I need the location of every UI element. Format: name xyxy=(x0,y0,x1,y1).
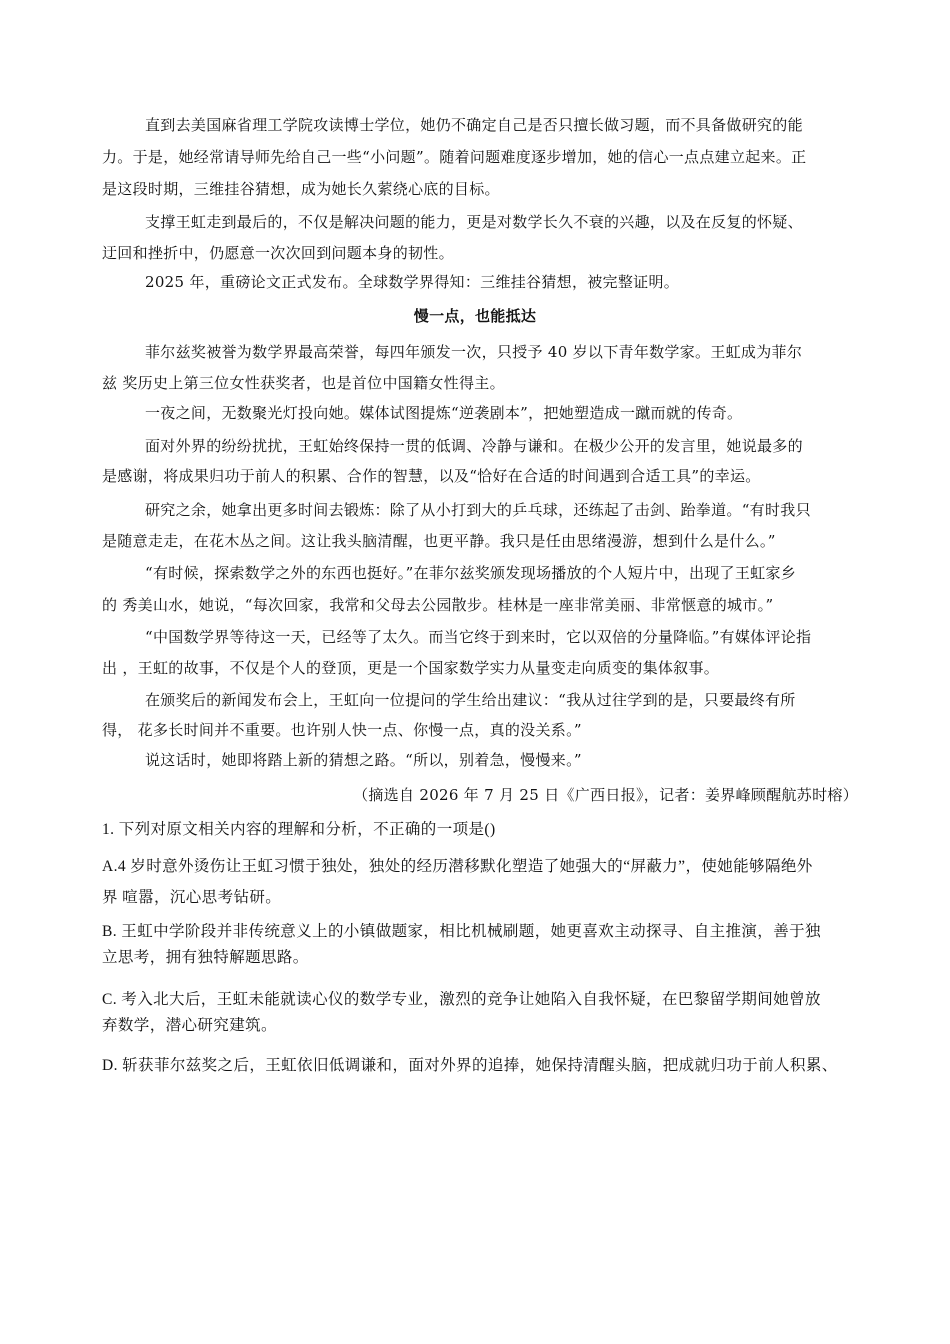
paragraph-line: 面对外界的纷纷扰扰，王虹始终保持一贯的低调、冷静与谦和。在极少公开的发言里，她说最多的 xyxy=(145,437,803,455)
paragraph-line: 在颁奖后的新闻发布会上，王虹向一位提问的学生给出建议：“我从过往学到的是，只要最终有所 xyxy=(145,691,796,709)
option-a-line: A.4 岁时意外烫伤让王虹习惯于独处，独处的经历潜移默化塑造了她强大的“屏蔽力”，使她能够隔绝外 xyxy=(102,858,813,875)
paragraph-line: “中国数学界等待这一天，已经等了太久。而当它终于到来时，它以双倍的分量降临。”有媒体评论指 xyxy=(145,628,812,646)
paragraph-line: 兹 奖历史上第三位女性获奖者，也是首位中国籍女性得主。 xyxy=(102,374,505,392)
question-stem: 1. 下列对原文相关内容的理解和分析，不正确的一项是() xyxy=(102,821,496,838)
option-a-line: 界 喧嚣，沉心思考钻研。 xyxy=(102,889,282,906)
paragraph-line: 是感谢，将成果归功于前人的积累、合作的智慧，以及“恰好在合适的时间遇到合适工具”的幸运。 xyxy=(102,467,761,485)
paragraph-line: 直到去美国麻省理工学院攻读博士学位，她仍不确定自己是否只擅长做习题，而不具备做研究的能 xyxy=(145,116,803,134)
option-b-line: B. 王虹中学阶段并非传统意义上的小镇做题家，相比机械刷题，她更喜欢主动探寻、自主推演，善于独 xyxy=(102,923,821,940)
paragraph-line: 说这话时，她即将踏上新的猜想之路。“所以，别着急，慢慢来。” xyxy=(145,751,582,769)
paragraph-line: 一夜之间，无数聚光灯投向她。媒体试图提炼“逆袭剧本”，把她塑造成一蹴而就的传奇。 xyxy=(145,404,743,422)
paragraph-line: 是这段时期，三维挂谷猜想，成为她长久萦绕心底的目标。 xyxy=(102,180,500,198)
paragraph-line: 2025 年，重磅论文正式发布。全球数学界得知：三维挂谷猜想，被完整证明。 xyxy=(145,273,680,291)
option-b-line: 立思考，拥有独特解题思路。 xyxy=(102,949,309,966)
paragraph-line: 出 ，王虹的故事，不仅是个人的登顶，更是一个国家数学实力从量变走向质变的集体叙事。 xyxy=(102,659,720,677)
option-c-line: C. 考入北大后，王虹未能就读心仪的数学专业，激烈的竞争让她陷入自我怀疑，在巴黎留学期间她曾放 xyxy=(102,991,821,1008)
paragraph-line: 是随意走走，在花木丛之间。这让我头脑清醒，也更平静。我只是任由思绪漫游，想到什么是什么。” xyxy=(102,532,776,550)
paragraph-line: “有时候，探索数学之外的东西也挺好。”在菲尔兹奖颁发现场播放的个人短片中，出现了王虹家乡 xyxy=(145,564,797,582)
paragraph-line: 迂回和挫折中，仍愿意一次次回到问题本身的韧性。 xyxy=(102,244,454,262)
paragraph-line: 的 秀美山水，她说，“每次回家，我常和父母去公园散步。桂林是一座非常美丽、非常惬意的城市。” xyxy=(102,596,774,614)
paragraph-line: 支撑王虹走到最后的，不仅是解决问题的能力，更是对数学长久不衰的兴趣，以及在反复的怀疑、 xyxy=(145,213,803,231)
paragraph-line: 研究之余，她拿出更多时间去锻炼：除了从小打到大的乒乓球，还练起了击剑、跆拳道。“有时我只 xyxy=(145,501,811,519)
paragraph-line: 菲尔兹奖被誉为数学界最高荣誉，每四年颁发一次，只授予 40 岁以下青年数学家。王虹成为菲尔 xyxy=(145,343,803,361)
section-title: 慢一点，也能抵达 xyxy=(413,307,537,325)
source-citation: （摘选自 2026 年 7 月 25 日《广西日报》，记者：姜界峰顾醒航苏时榕） xyxy=(353,786,858,804)
paragraph-line: 得， 花多长时间并不重要。也许别人快一点、你慢一点，真的没关系。” xyxy=(102,721,582,739)
option-d-line: D. 斩获菲尔兹奖之后，王虹依旧低调谦和，面对外界的追捧，她保持清醒头脑，把成就归功于前人积累、 xyxy=(102,1057,838,1074)
paragraph-line: 力。于是，她经常请导师先给自己一些“小问题”。随着问题难度逐步增加，她的信心一点点建立起来。正 xyxy=(102,148,807,166)
option-c-line: 弃数学，潜心研究建筑。 xyxy=(102,1017,277,1034)
